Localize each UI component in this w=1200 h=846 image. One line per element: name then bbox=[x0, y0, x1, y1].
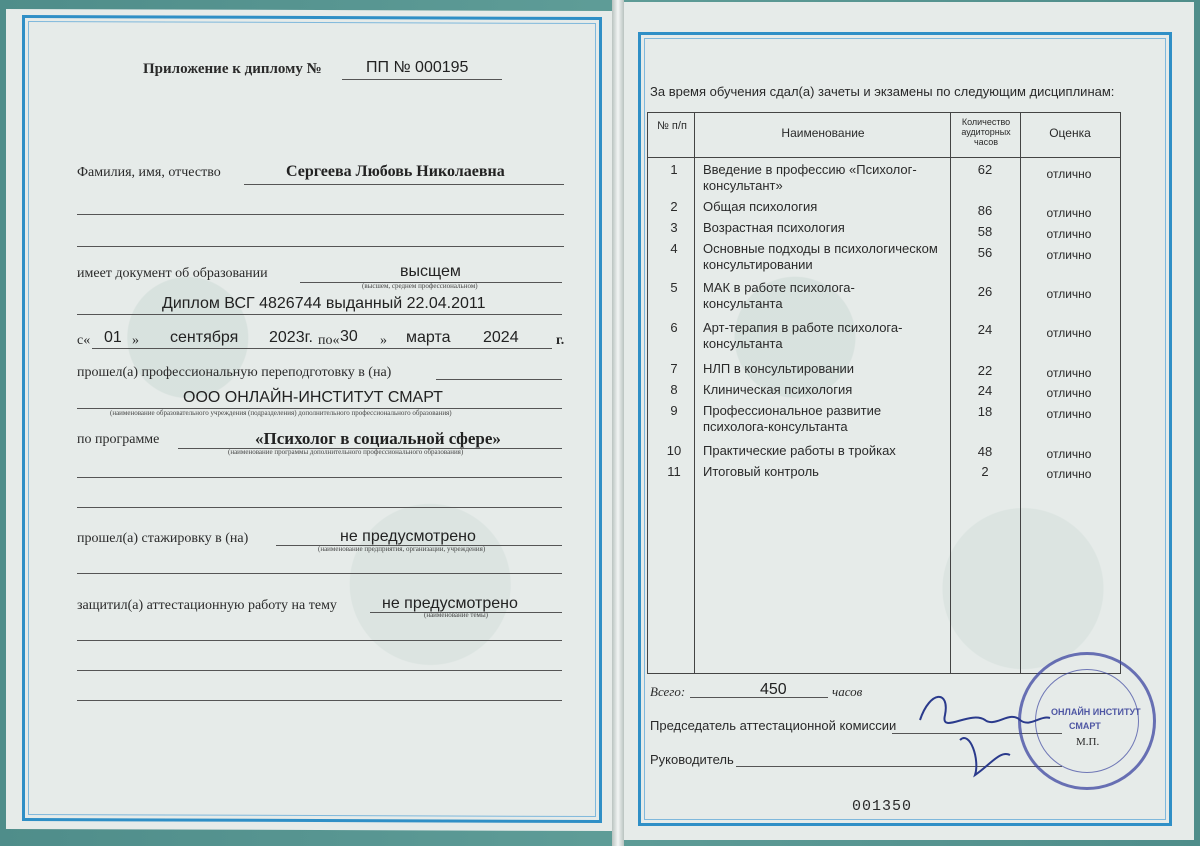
row-hours: 2 bbox=[981, 464, 989, 479]
thesis-value: не предусмотрено bbox=[382, 595, 518, 612]
row-discipline: Общая психология bbox=[703, 199, 818, 214]
row-grade: отлично bbox=[1046, 467, 1092, 481]
table-header-divider bbox=[648, 157, 1120, 158]
blank-line-7 bbox=[77, 670, 562, 671]
from-year: 2023г. bbox=[269, 329, 313, 346]
institution-hint: (наименование образовательного учреждения (подразделения) дополнительного профессионального образования) bbox=[110, 409, 452, 417]
row-grade: отлично bbox=[1046, 227, 1092, 241]
blank-line-3 bbox=[77, 477, 562, 478]
row-grade: отлично bbox=[1046, 386, 1092, 400]
edu-document: Диплом ВСГ 4826744 выданный 22.04.2011 bbox=[162, 295, 486, 312]
row-number: 8 bbox=[670, 382, 678, 397]
edu-label: имеет документ об образовании bbox=[77, 266, 268, 281]
to-prefix: по« bbox=[318, 333, 340, 348]
edu-doc-line bbox=[77, 314, 562, 315]
blank-line-6 bbox=[77, 640, 562, 641]
row-grade: отлично bbox=[1046, 287, 1092, 301]
row-discipline: Основные подходы в психологическом консультировании bbox=[703, 241, 938, 272]
fio-label: Фамилия, имя, отчество bbox=[77, 165, 221, 180]
row-hours: 18 bbox=[977, 404, 993, 419]
row-discipline: Практические работы в тройках bbox=[703, 443, 896, 458]
institution-name: ООО ОНЛАЙН-ИНСТИТУТ СМАРТ bbox=[183, 389, 443, 406]
row-hours: 24 bbox=[977, 383, 993, 398]
row-number: 3 bbox=[670, 220, 678, 235]
serial-number: 001350 bbox=[852, 798, 913, 815]
from-prefix: с« bbox=[77, 333, 91, 348]
total-label: Всего: bbox=[650, 684, 686, 699]
to-month: марта bbox=[406, 329, 451, 346]
disciplines-intro: За время обучения сдал(а) зачеты и экзамены по следующим дисциплинам: bbox=[650, 84, 1115, 99]
from-day: 01 bbox=[104, 329, 122, 346]
row-hours: 86 bbox=[977, 203, 993, 218]
row-discipline: НЛП в консультировании bbox=[703, 361, 855, 376]
row-grade: отлично bbox=[1046, 407, 1092, 421]
from-day-close: » bbox=[132, 333, 139, 348]
to-year: 2024 bbox=[483, 329, 519, 346]
blank-line-4 bbox=[77, 507, 562, 508]
row-number: 6 bbox=[670, 320, 678, 335]
blank-line-8 bbox=[77, 700, 562, 701]
row-discipline: Введение в профессию «Психолог-консультант» bbox=[703, 162, 917, 193]
row-discipline: Итоговый контроль bbox=[703, 464, 819, 479]
row-number: 1 bbox=[670, 162, 678, 177]
left-page bbox=[6, 9, 612, 831]
edu-hint: (высшем, среднем профессиональном) bbox=[362, 282, 478, 290]
year-suffix: г. bbox=[556, 333, 565, 348]
header-name: Наименование bbox=[781, 126, 865, 140]
stamp-place-mp: М.П. bbox=[1076, 736, 1100, 748]
row-hours: 48 bbox=[977, 444, 993, 459]
row-hours: 56 bbox=[977, 245, 993, 260]
diploma-number: ПП № 000195 bbox=[366, 59, 469, 76]
header-grade: Оценка bbox=[1049, 126, 1091, 140]
head-label: Руководитель bbox=[650, 752, 734, 767]
row-hours: 62 bbox=[977, 162, 993, 177]
row-discipline: Клиническая психология bbox=[703, 382, 853, 397]
row-number: 10 bbox=[666, 443, 682, 458]
total-unit: часов bbox=[832, 684, 863, 699]
row-number: 7 bbox=[670, 361, 678, 376]
row-discipline: МАК в работе психолога-консультанта bbox=[703, 280, 855, 311]
blank-line-5 bbox=[77, 573, 562, 574]
row-hours: 26 bbox=[977, 284, 993, 299]
fio-value: Сергеева Любовь Николаевна bbox=[286, 163, 505, 180]
chair-label: Председатель аттестационной комиссии bbox=[650, 718, 897, 733]
program-hint: (наименование программы дополнительного профессионального образования) bbox=[228, 448, 464, 456]
from-month: сентября bbox=[170, 329, 239, 346]
thesis-hint: (наименование темы) bbox=[424, 611, 489, 619]
blank-line-2 bbox=[77, 246, 564, 247]
blank-line-1 bbox=[77, 214, 564, 215]
internship-value: не предусмотрено bbox=[340, 528, 476, 545]
header-num: № п/п bbox=[657, 120, 687, 132]
row-grade: отлично bbox=[1046, 167, 1092, 181]
signature-scribble bbox=[900, 670, 1080, 790]
table-col-divider bbox=[694, 113, 695, 673]
row-grade: отлично bbox=[1046, 206, 1092, 220]
retrain-label: прошел(а) профессиональную переподготовку в (на) bbox=[77, 365, 392, 380]
internship-label: прошел(а) стажировку в (на) bbox=[77, 531, 249, 546]
program-value: «Психолог в социальной сфере» bbox=[255, 429, 501, 448]
row-number: 2 bbox=[670, 199, 678, 214]
total-hours: 450 bbox=[760, 681, 787, 698]
program-label: по программе bbox=[77, 432, 160, 447]
total-line bbox=[690, 697, 828, 698]
row-number: 11 bbox=[667, 464, 681, 479]
row-grade: отлично bbox=[1046, 447, 1092, 461]
header-hours: Количество аудиторных часов bbox=[961, 117, 1011, 147]
row-discipline: Профессиональное развитие психолога-консультанта bbox=[703, 403, 882, 434]
appendix-heading: Приложение к диплому № bbox=[143, 61, 322, 77]
to-day: 30 bbox=[340, 328, 358, 345]
book-spine bbox=[612, 0, 624, 846]
fio-line bbox=[244, 184, 564, 185]
left-page-border bbox=[22, 15, 602, 823]
retrain-line bbox=[436, 379, 562, 380]
edu-value: высщем bbox=[400, 263, 461, 280]
stamp-line1: ОНЛАЙН ИНСТИТУТ bbox=[1051, 707, 1141, 717]
row-hours: 22 bbox=[977, 363, 993, 378]
dates-line bbox=[92, 348, 552, 349]
row-discipline: Возрастная психология bbox=[703, 220, 845, 235]
row-grade: отлично bbox=[1046, 366, 1092, 380]
row-number: 5 bbox=[670, 280, 678, 295]
row-grade: отлично bbox=[1046, 326, 1092, 340]
row-hours: 58 bbox=[977, 224, 993, 239]
diploma-number-line bbox=[342, 79, 502, 80]
row-number: 9 bbox=[670, 403, 678, 418]
row-number: 4 bbox=[670, 241, 678, 256]
internship-hint: (наименование предприятия, организации, учреждения) bbox=[318, 545, 486, 553]
row-grade: отлично bbox=[1046, 248, 1092, 262]
to-day-close: » bbox=[380, 333, 387, 348]
thesis-label: защитил(а) аттестационную работу на тему bbox=[77, 598, 337, 613]
stamp-line2: СМАРТ bbox=[1069, 721, 1101, 731]
row-discipline: Арт-терапия в работе психолога-консультанта bbox=[703, 320, 903, 351]
row-hours: 24 bbox=[977, 322, 993, 337]
